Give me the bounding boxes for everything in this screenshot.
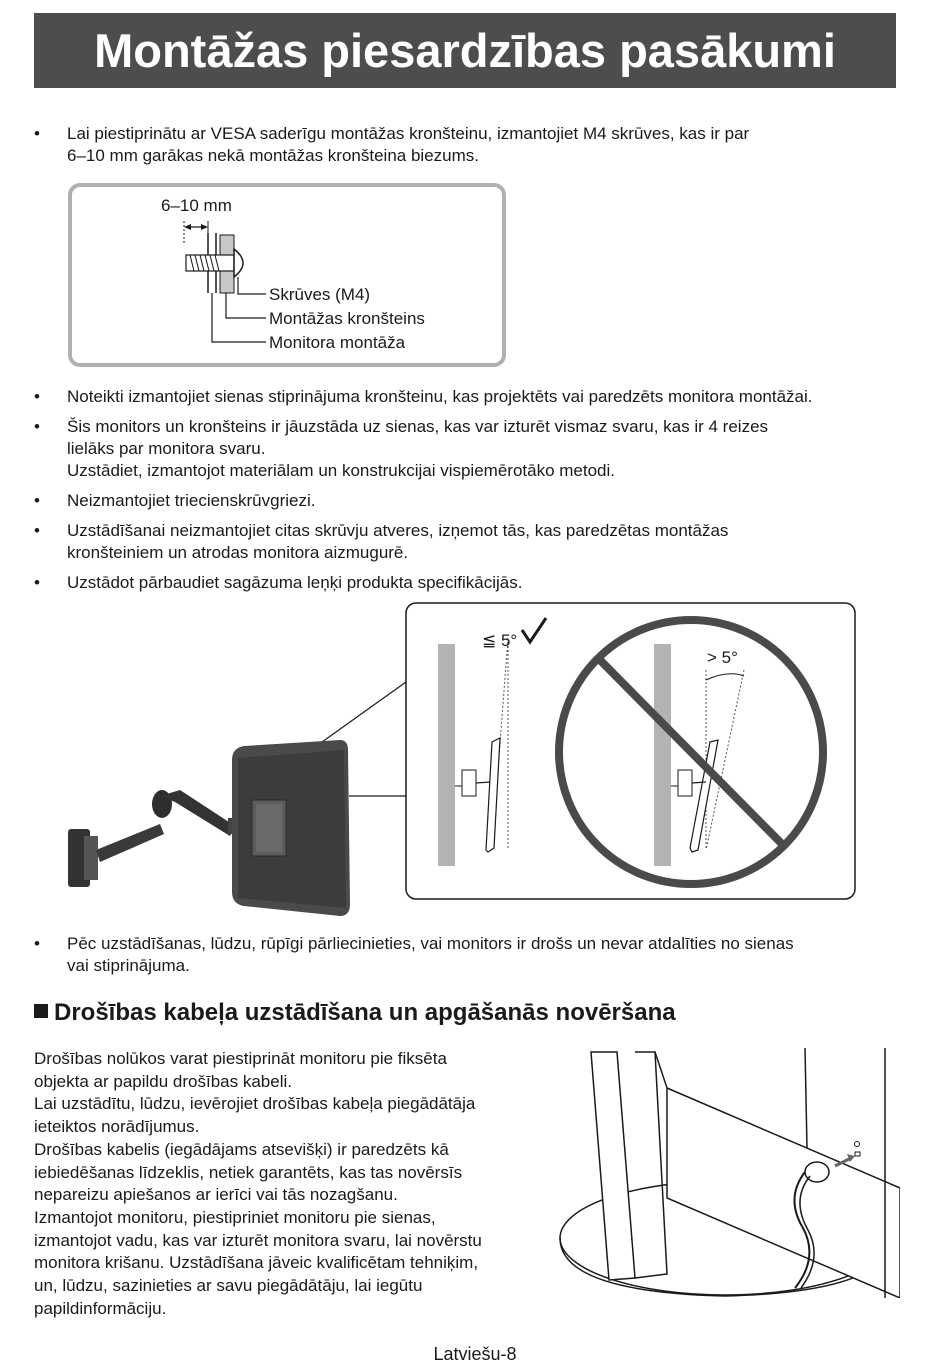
paragraph-line: Lai uzstādītu, lūdzu, ievērojiet drošības kabeļa piegādātāja — [34, 1094, 476, 1114]
label-mount: Monitora montāža — [269, 333, 406, 352]
tilt-ok-label: ≦ 5° — [482, 631, 518, 650]
bullet-dot: • — [34, 521, 40, 540]
bullet-line: Uzstādot pārbaudiet sagāzuma leņķi produkta specifikācijās. — [67, 573, 523, 592]
label-screws: Skrūves (M4) — [269, 285, 371, 304]
paragraph-line: Drošības nolūkos varat piestiprināt monitoru pie fiksēta — [34, 1049, 447, 1068]
bullet-dot: • — [34, 124, 40, 143]
bullet-line: vai stiprinājuma. — [67, 956, 190, 975]
paragraph-line: iebiedēšanas līdzeklis, netiek garantēts, kas tas novērsīs — [34, 1162, 463, 1182]
paragraph-line: objekta ar papildu drošības kabeli. — [34, 1071, 292, 1091]
bullet-dot: • — [34, 387, 40, 406]
bullet-line: Uzstādiet, izmantojot materiālam un konstrukcijai vispiemērotāko metodi. — [67, 461, 616, 480]
wall-arm — [68, 790, 258, 887]
bullet-line: kronšteiniem un atrodas monitora aizmugurē. — [67, 543, 409, 562]
section-heading — [34, 997, 676, 1029]
dimension-label: 6–10 mm — [161, 196, 232, 215]
square-bullet-icon — [34, 1004, 48, 1018]
bullet-line: Pēc uzstādīšanas, lūdzu, rūpīgi pārliecinieties, vai monitors ir drošs un nevar atdalīties no sienas — [67, 934, 794, 953]
security-cable-illustration — [555, 1048, 900, 1298]
bullet-line: Šis monitors un kronšteins ir jāuzstāda uz sienas, kas var izturēt vismaz svaru, kas ir 4 reizes — [67, 417, 769, 436]
wall-mount-tilt-illustration — [60, 600, 860, 920]
paragraph-line: papildinformāciju. — [34, 1298, 167, 1318]
safety-cable-paragraph — [34, 1048, 554, 1320]
paragraph-line: un, lūdzu, sazinieties ar savu piegādātāju, lai iegūtu — [34, 1276, 423, 1296]
bullet-line: Lai piestiprinātu ar VESA saderīgu montāžas kronšteinu, izmantojiet M4 skrūves, kas ir par — [67, 124, 750, 143]
bullet-line: Noteikti izmantojiet sienas stiprinājuma kronšteinu, kas projektēts vai paredzēts monitora montāžai. — [67, 387, 813, 406]
monitor-back — [232, 740, 350, 916]
bullet-dot: • — [34, 573, 40, 592]
section-heading-text: Drošības kabeļa uzstādīšana un apgāšanās novēršana — [54, 999, 676, 1026]
bullet-line: Neizmantojiet triecienskrūvgriezi. — [67, 491, 316, 510]
label-bracket: Montāžas kronšteins — [269, 309, 425, 328]
tilt-ng-label: > 5° — [707, 648, 738, 667]
paragraph-line: Izmantojot monitoru, piestipriniet monitoru pie sienas, — [34, 1207, 436, 1227]
bullet-dot: • — [34, 491, 40, 510]
bullet-line: Uzstādīšanai neizmantojiet citas skrūvju atveres, izņemot tās, kas paredzētas montāžas — [67, 521, 729, 540]
paragraph-line: monitora krišanu. Uzstādīšana jāveic kvalificētam tehniķim, — [34, 1253, 479, 1273]
page-footer: Latviešu-8 — [433, 1344, 517, 1364]
paragraph-line: nepareizu apiešanos ar ierīci vai tās nozagšanu. — [34, 1185, 398, 1205]
paragraph-line: ieteiktos norādījumus. — [34, 1117, 200, 1137]
paragraph-line: izmantojot vadu, kas var izturēt monitora svaru, lai novērstu — [34, 1230, 482, 1250]
bullet-dot: • — [34, 934, 40, 953]
bullet-dot: • — [34, 417, 40, 436]
page-title: Montāžas piesardzības pasākumi — [34, 13, 896, 88]
bullet-line: lielāks par monitora svaru. — [67, 439, 266, 458]
paragraph-line: Drošības kabelis (iegādājams atsevišķi) ir paredzēts kā — [34, 1139, 449, 1159]
bullet-line: 6–10 mm garākas nekā montāžas kronšteina biezums. — [67, 146, 479, 165]
